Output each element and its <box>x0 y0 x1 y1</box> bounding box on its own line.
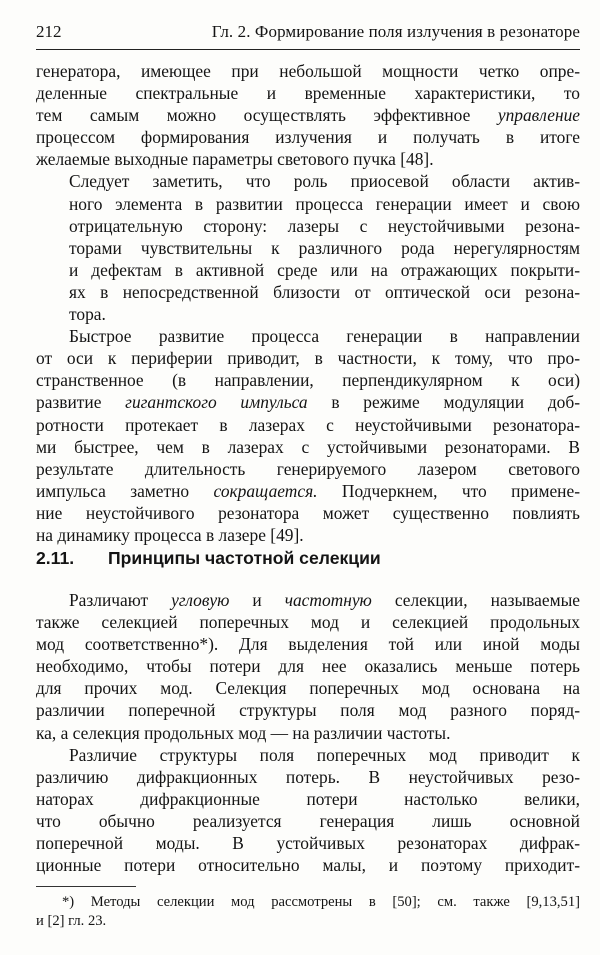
header-rule <box>36 49 580 50</box>
text-line: ротности протекает в лазерах с неустойчивыми резонатора- <box>36 414 580 435</box>
text-line: Следует заметить, что роль приосевой области актив- <box>69 171 580 192</box>
section-title: Принципы частотной селекции <box>108 548 381 568</box>
paragraph-1 <box>36 60 580 170</box>
text-line: что обычно реализуется генерация лишь основной <box>36 810 580 831</box>
text-line: необходимо, чтобы потери для нее оказались меньше потерь <box>36 656 580 677</box>
text-line: деленные спектральные и временные характеристики, то <box>36 83 580 104</box>
emphasis: гигантского импульса <box>125 392 308 413</box>
text-line: тора. <box>69 304 106 325</box>
paragraph-2 <box>36 170 580 325</box>
footnote <box>36 893 580 931</box>
section-heading <box>36 548 580 569</box>
text-line: развитие гигантского импульса в режиме модуляции доб- <box>36 392 580 413</box>
text-line: желаемые выходные параметры светового пучка [48]. <box>36 149 434 170</box>
text-line: процессом формирования излучения и получать в итоге <box>36 127 580 148</box>
text-line: различию дифракционных потерь. В неустойчивых резо- <box>36 766 580 787</box>
emphasis: управление <box>497 105 580 126</box>
text-line: также селекцией поперечных мод и селекцией продольных <box>36 612 580 633</box>
text-line: поперечной моды. В устойчивых резонаторах дифрак- <box>36 833 580 854</box>
text-line: ми быстрее, чем в лазерах с устойчивыми резонаторами. В <box>36 436 580 457</box>
text-line: Различие структуры поля поперечных мод приводит к <box>69 744 580 765</box>
main-text-top <box>36 60 580 546</box>
text-line: Быстрое развитие процесса генерации в направлении <box>69 326 580 347</box>
emphasis: сокращается. <box>213 480 318 501</box>
main-text-bottom <box>36 589 580 876</box>
text-line: тем самым можно осуществлять эффективное управление <box>36 105 580 126</box>
emphasis: частотную <box>284 590 372 610</box>
text-line: для прочих мод. Селекция поперечных мод основана на <box>36 678 580 699</box>
paragraph-4 <box>36 589 580 744</box>
text-line: ционные потери относительно малы, и поэтому приходит- <box>36 855 580 876</box>
emphasis: угловую <box>171 590 230 610</box>
text-line: и дефектам в активной среде или на отражающих покрыти- <box>69 259 580 280</box>
text-line: от оси к периферии приводит, в частности, к тому, что про- <box>36 348 580 369</box>
footnote-line: *) Методы селекции мод рассмотрены в [50]; см. также [9,13,51] <box>62 894 580 910</box>
text-line: Различают угловую и частотную селекции, называемые <box>69 590 580 610</box>
text-line: импульса заметно сокращается. Подчеркнем, что примене- <box>36 480 580 501</box>
text-line: генератора, имеющее при небольшой мощности четко опре- <box>36 61 580 81</box>
running-header <box>36 22 580 46</box>
text-line: ка, а селекция продольных мод — на различии частоты. <box>36 722 451 743</box>
text-line: наторах дифракционные потери настолько велики, <box>36 788 580 809</box>
text-line: мод соответственно*). Для выделения той или иной моды <box>36 634 580 655</box>
paragraph-5 <box>36 744 580 877</box>
text-line: на динамику процесса в лазере [49]. <box>36 524 304 545</box>
text-line: результате длительность генерируемого лазером светового <box>36 458 580 479</box>
page-number: 212 <box>36 22 62 41</box>
text-line: ние неустойчивого резонатора может существенно повлиять <box>36 502 580 523</box>
text-line: отрицательную сторону: лазеры с неустойчивыми резона- <box>69 215 580 236</box>
text-line: ях в непосредственной близости от оптической оси резона- <box>69 281 580 302</box>
text-line: торами чувствительны к различного рода нерегулярностям <box>69 237 580 258</box>
text-line: ного элемента в развитии процесса генерации имеет и свою <box>69 193 580 214</box>
chapter-title: Гл. 2. Формирование поля излучения в резонаторе <box>211 22 580 41</box>
section-number: 2.11. <box>36 548 75 568</box>
footnote-rule <box>36 886 136 887</box>
footnote-line: и [2] гл. 23. <box>36 913 107 929</box>
text-line: странственное (в направлении, перпендикулярном к оси) <box>36 370 580 391</box>
paragraph-3 <box>36 325 580 546</box>
text-line: различии поперечной структуры поля мод разного поряд- <box>36 700 580 721</box>
